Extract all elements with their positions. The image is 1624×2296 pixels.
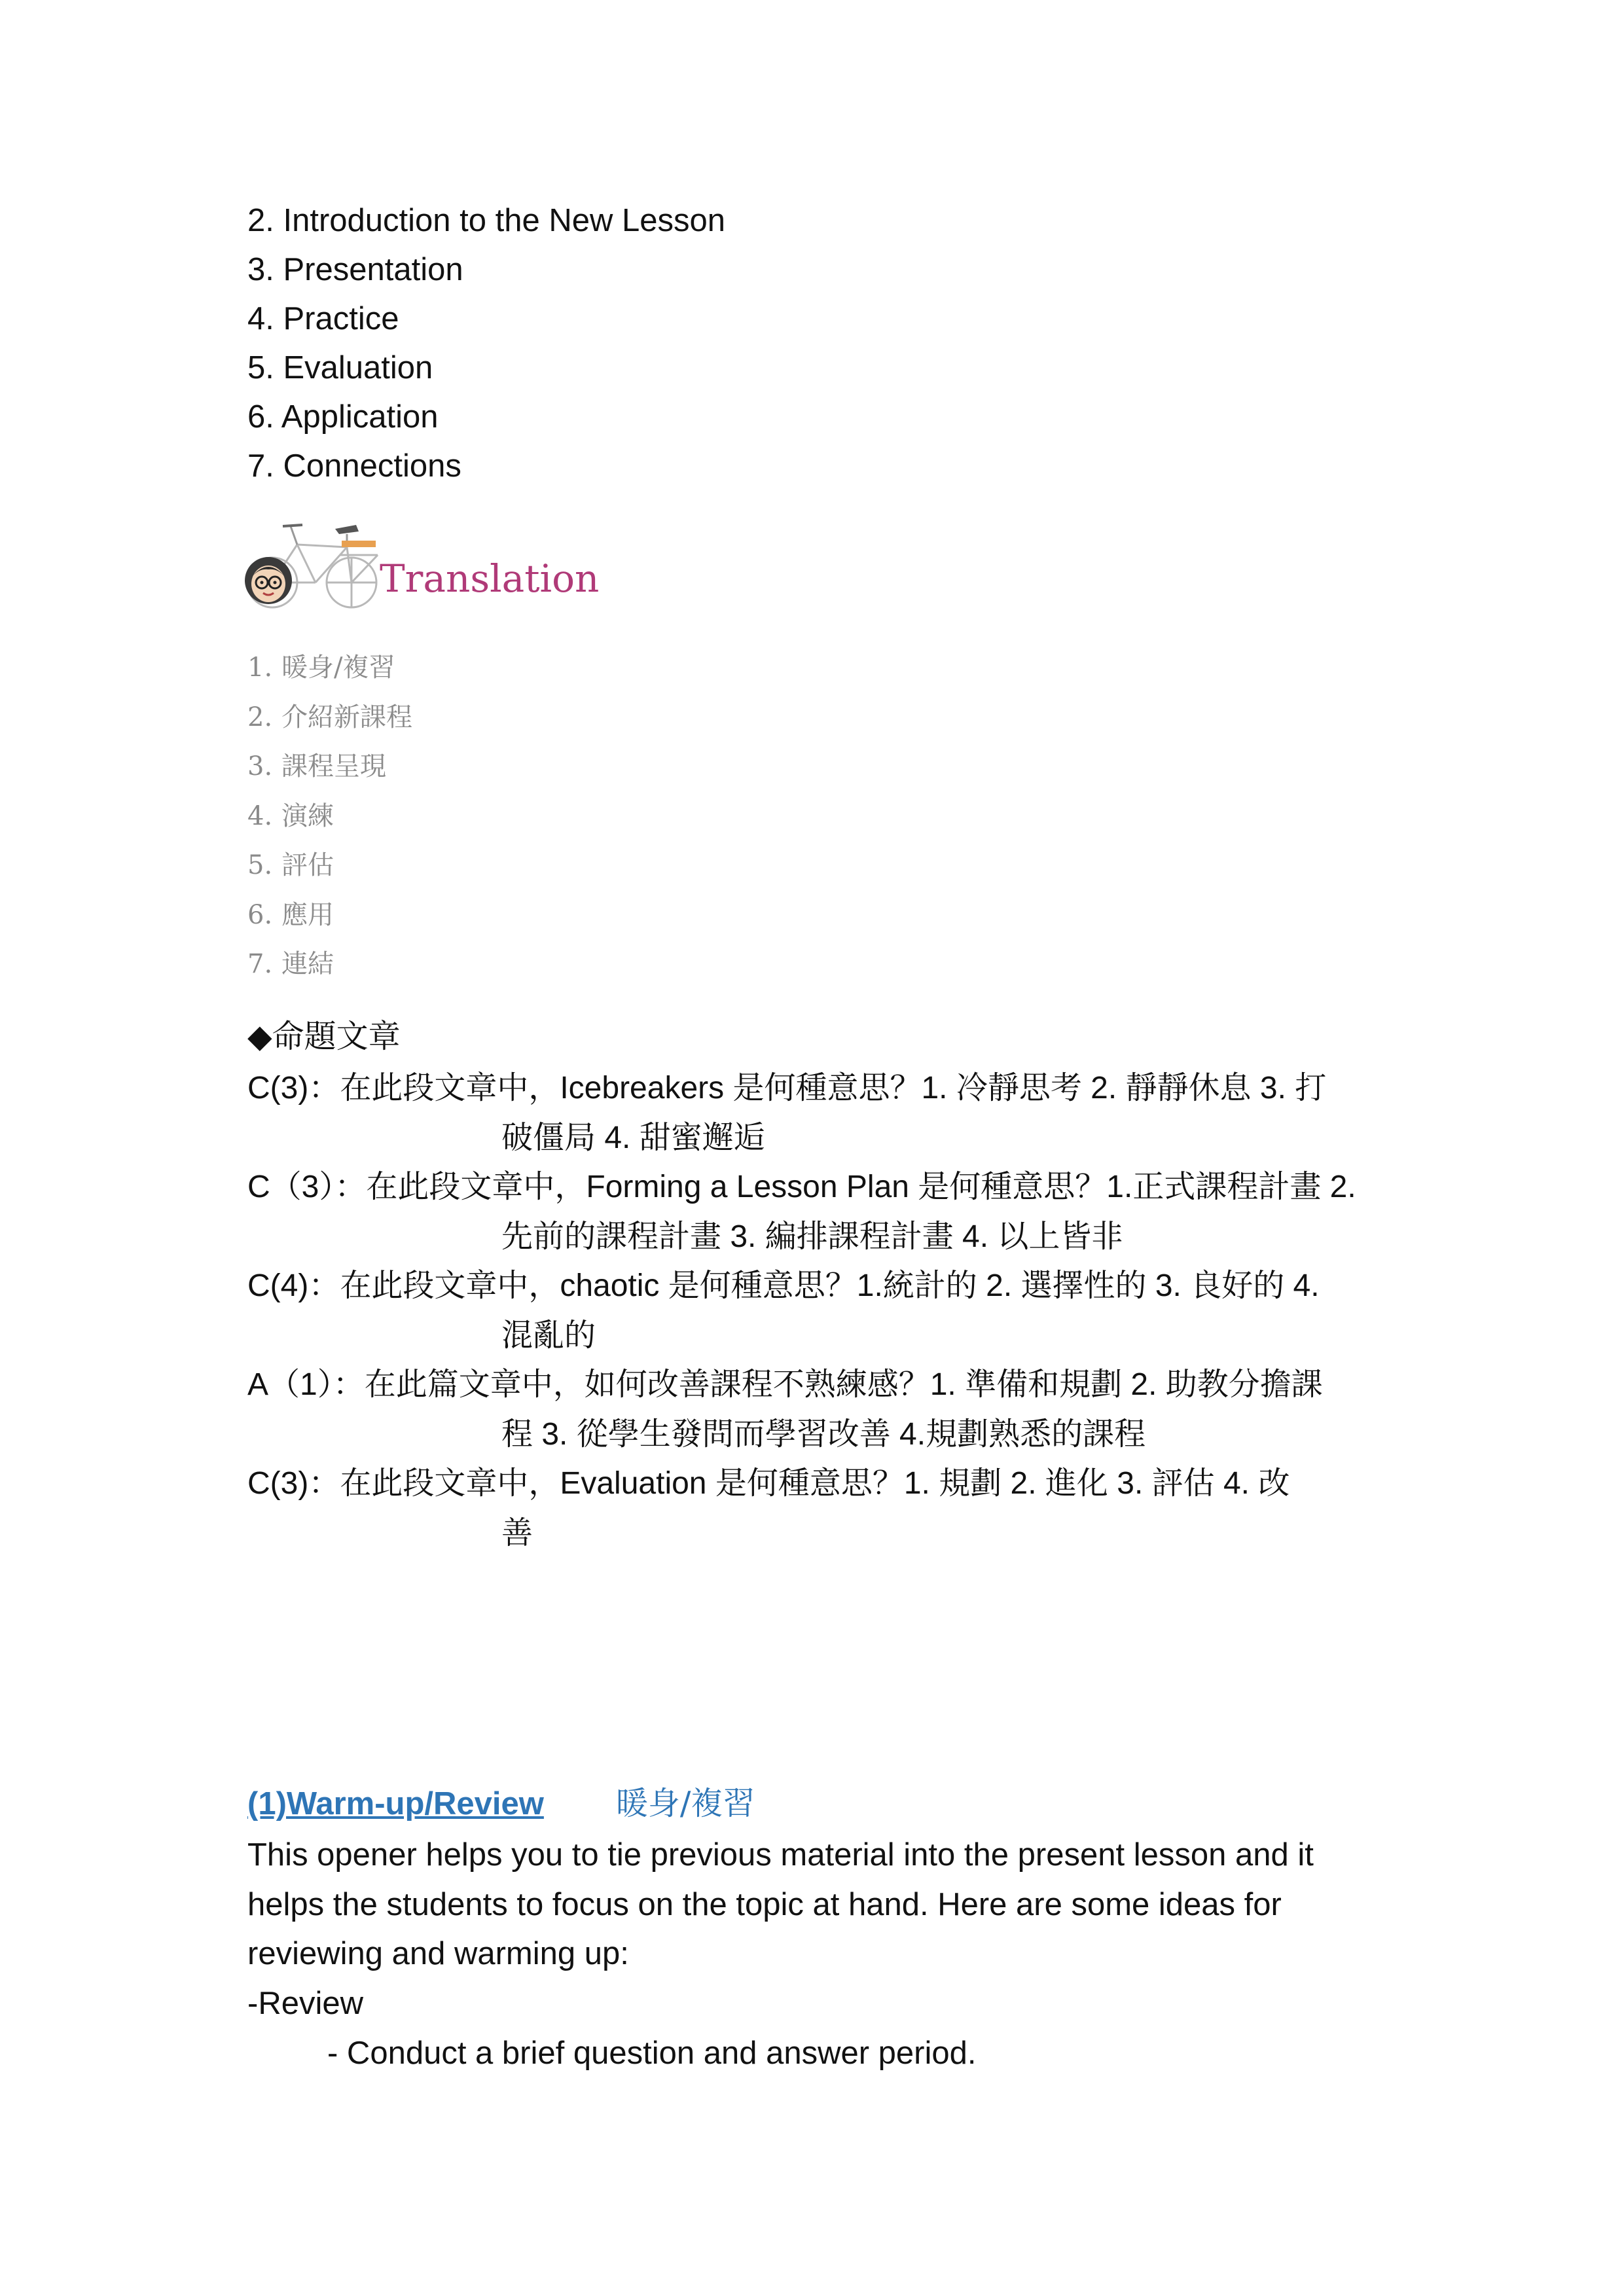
review-label: -Review xyxy=(247,1986,363,2021)
review-item: - Conduct a brief question and answer period. xyxy=(327,2036,977,2071)
list-number: 6. xyxy=(247,899,273,930)
list-item: 5. Evaluation xyxy=(247,350,433,386)
banner-title: Translation xyxy=(380,556,600,601)
section-title xyxy=(247,1780,755,1827)
quiz-question-text: 在此段文章中，Evaluation 是何種意思？1. 規劃 2. 進化 3. 評估 4. 改 xyxy=(340,1466,1290,1501)
quiz-question-continuation: 程 3. 從學生發問而學習改善 4.規劃熟悉的課程 xyxy=(501,1416,1146,1452)
list-item: 3. Presentation xyxy=(247,252,463,287)
quiz-answer: A（1）： xyxy=(247,1367,365,1402)
quiz-question-text: 在此段文章中，Forming a Lesson Plan 是何種意思？1.正式課程計畫 2. xyxy=(366,1170,1356,1204)
list-item: 7. Connections xyxy=(247,448,461,484)
list-number: 5. xyxy=(247,850,273,880)
quiz-questions xyxy=(247,1064,1381,1558)
translation-list xyxy=(247,643,1033,990)
list-item xyxy=(247,742,1033,792)
list-number: 3. xyxy=(247,751,273,781)
list-item: 6. Application xyxy=(247,399,439,435)
list-number: 1. xyxy=(247,653,273,683)
quiz-question xyxy=(247,1261,1381,1360)
quiz-question-continuation: 善 xyxy=(501,1515,533,1551)
list-item xyxy=(247,643,1033,693)
quiz-question-continuation: 破僵局 4. 甜蜜邂逅 xyxy=(501,1120,765,1155)
list-item xyxy=(247,891,1033,941)
section-title-zh: 暖身/複習 xyxy=(615,1785,755,1822)
teacher-face-icon xyxy=(244,551,302,610)
quiz-answer: C（3）： xyxy=(247,1170,367,1204)
list-item xyxy=(247,940,1033,990)
list-text: 評估 xyxy=(281,850,334,880)
list-text: 演練 xyxy=(281,800,334,831)
list-item xyxy=(247,841,1033,891)
list-number: 7. xyxy=(247,949,273,979)
section-paragraph: This opener helps you to tie previous material into the present lesson and it helps the students to focus on the topic at hand. Here are some ideas for reviewing and warming up: xyxy=(247,1837,1314,1971)
quiz-question xyxy=(247,1162,1381,1261)
list-number: 2. xyxy=(247,702,273,732)
quiz-answer: C(3)： xyxy=(247,1071,340,1105)
quiz-answer: C(4)： xyxy=(247,1268,340,1303)
list-item: 2. Introduction to the New Lesson xyxy=(247,203,725,238)
quiz-heading: ◆命題文章 xyxy=(247,1019,401,1054)
list-number: 4. xyxy=(247,800,273,831)
quiz-answer: C(3)： xyxy=(247,1466,340,1501)
quiz-question-continuation: 先前的課程計畫 3. 編排課程計畫 4. 以上皆非 xyxy=(501,1219,1123,1254)
quiz-question-text: 在此段文章中，Icebreakers 是何種意思？1. 冷靜思考 2. 靜靜休息 3. 打 xyxy=(340,1071,1327,1105)
quiz-question xyxy=(247,1459,1381,1558)
list-text: 應用 xyxy=(281,899,334,930)
list-item xyxy=(247,693,1033,743)
list-text: 介紹新課程 xyxy=(281,702,412,732)
section-title-en: (1)Warm-up/Review xyxy=(247,1786,544,1821)
list-text: 連結 xyxy=(281,949,334,979)
list-text: 暖身/複習 xyxy=(281,653,395,683)
list-item: 4. Practice xyxy=(247,301,399,336)
translation-banner xyxy=(244,517,600,615)
lesson-steps-list xyxy=(247,196,1426,491)
quiz-question xyxy=(247,1064,1381,1162)
quiz-question-continuation: 混亂的 xyxy=(501,1318,596,1353)
quiz-question-text: 在此段文章中，chaotic 是何種意思？1.統計的 2. 選擇性的 3. 良好的 4. xyxy=(340,1268,1320,1303)
list-text: 課程呈現 xyxy=(281,751,386,781)
list-item xyxy=(247,792,1033,842)
quiz-question-text: 在此篇文章中，如何改善課程不熟練感？1. 準備和規劃 2. 助教分擔課 xyxy=(364,1367,1323,1402)
quiz-question xyxy=(247,1360,1381,1459)
